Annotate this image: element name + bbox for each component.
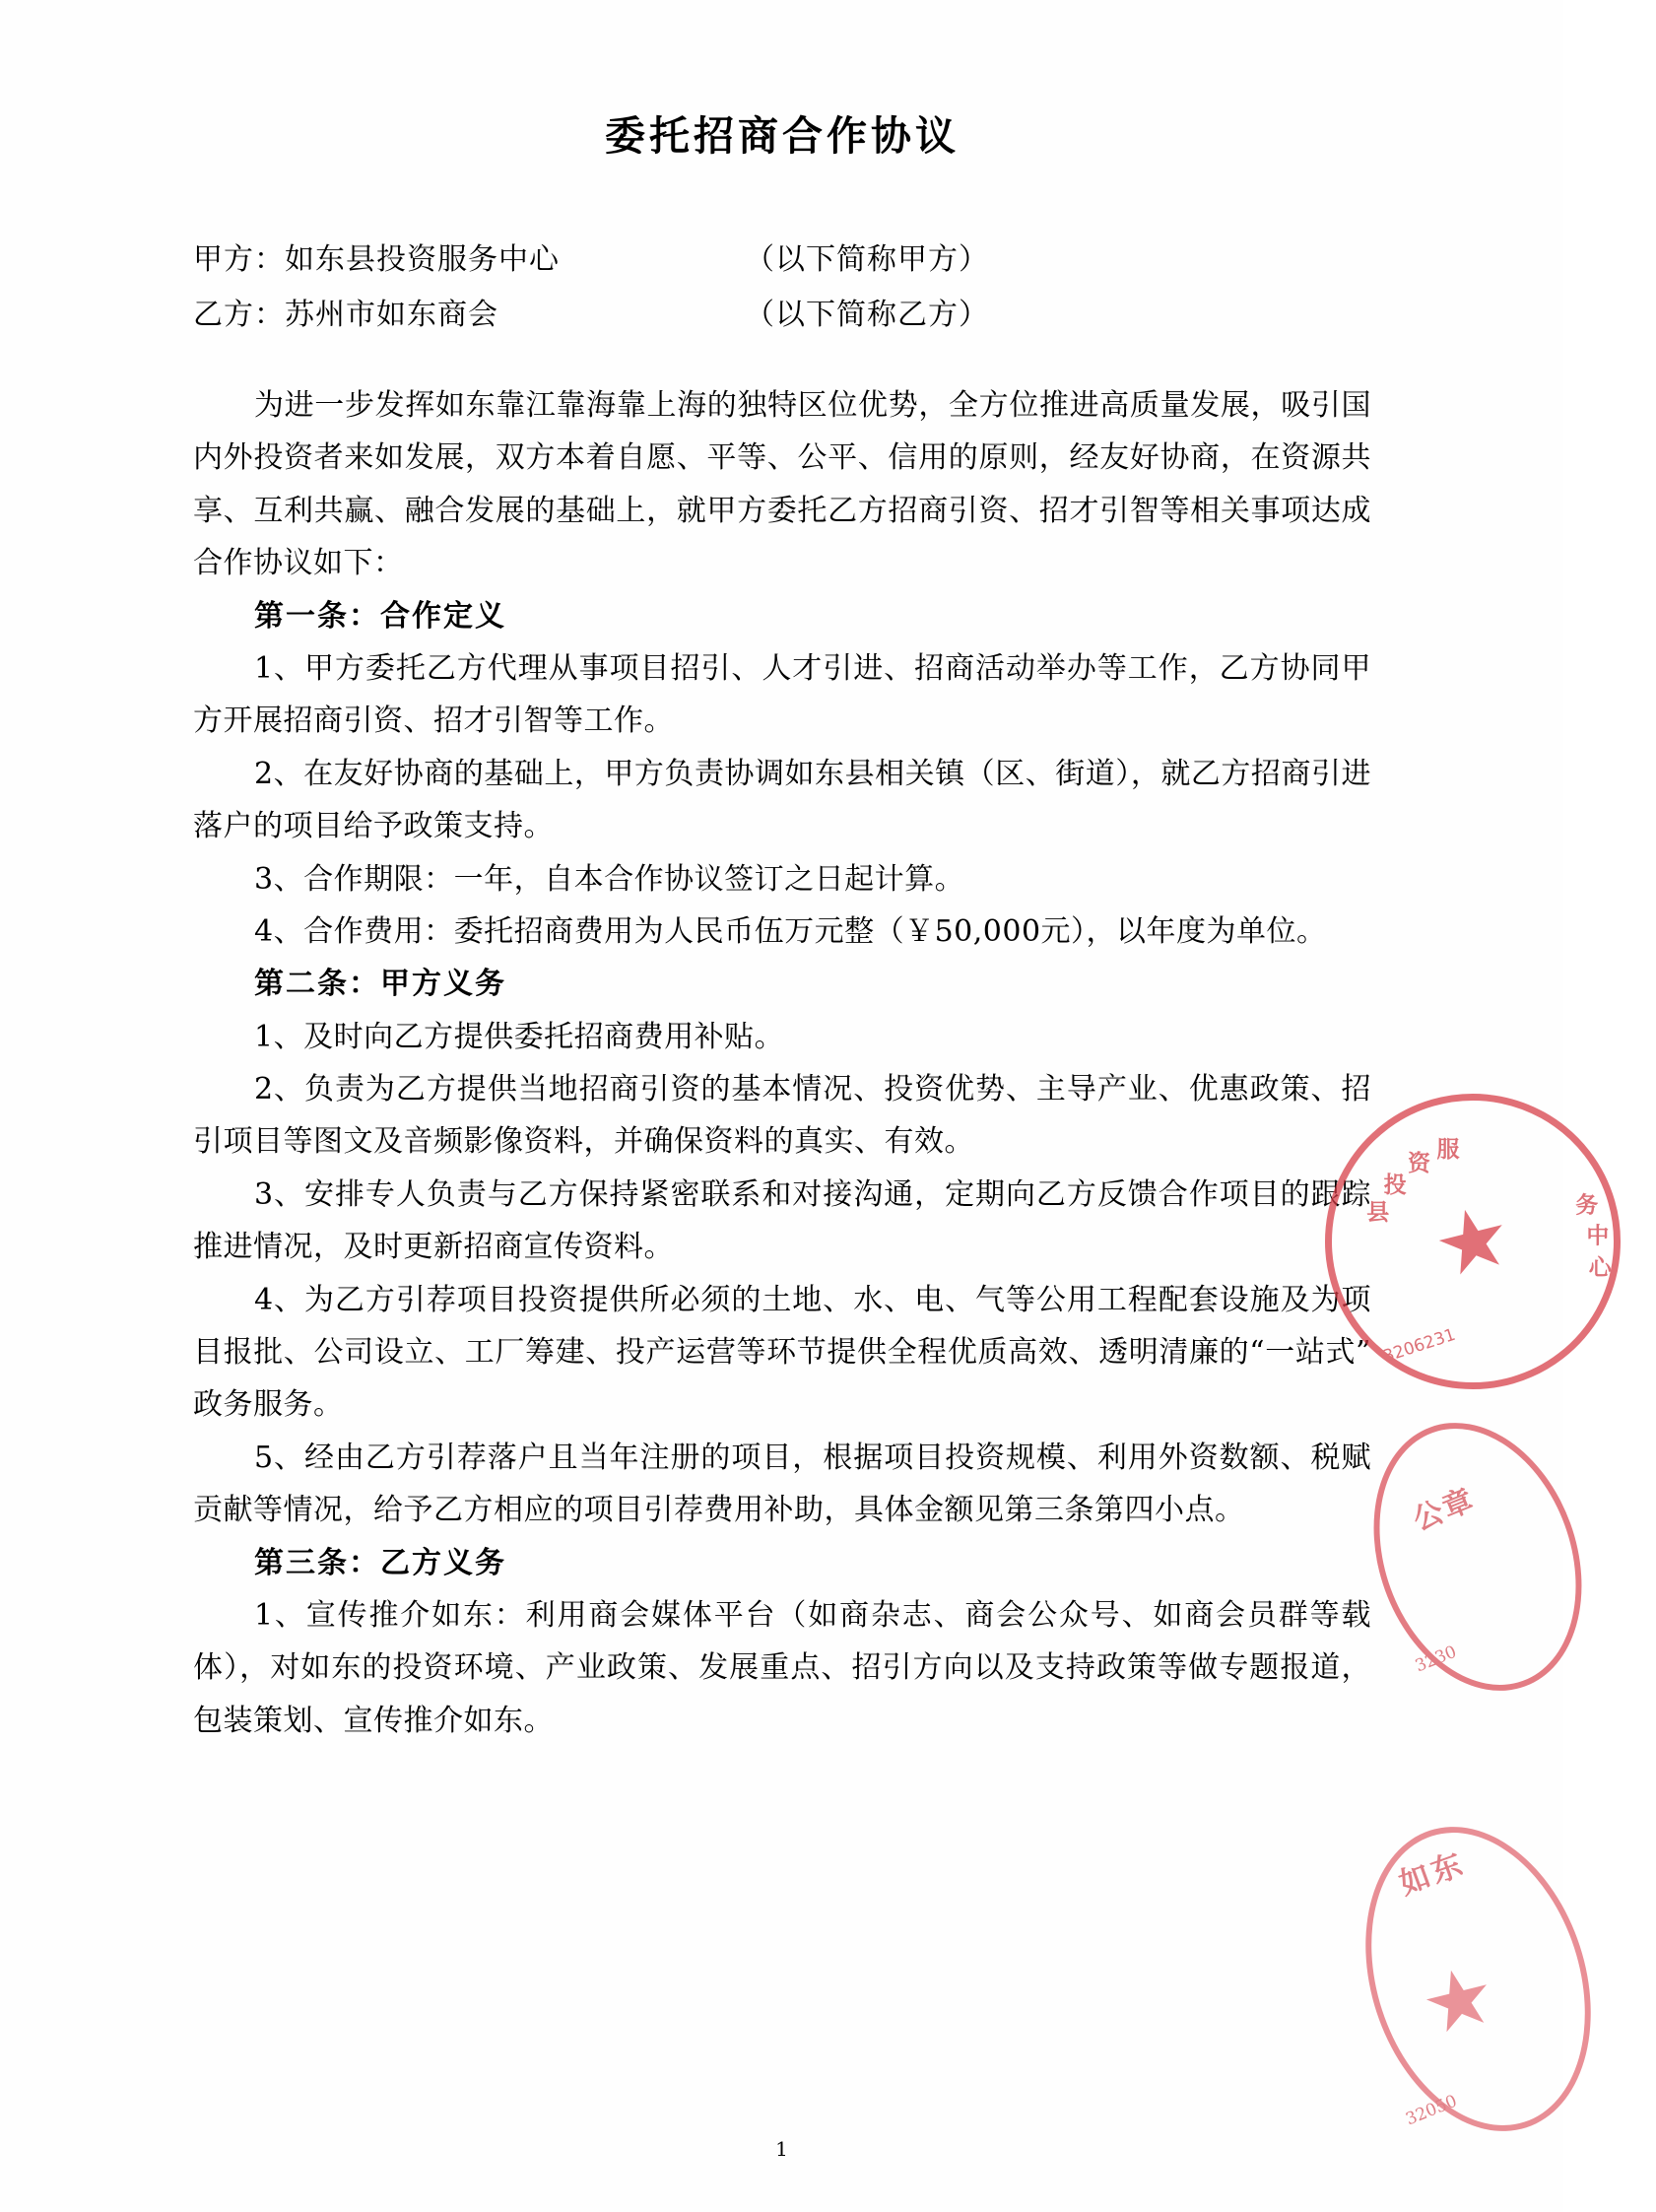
clause-2-2: 2、负责为乙方提供当地招商引资的基本情况、投资优势、主导产业、优惠政策、招引项目等图文及音频影像资料，并确保资料的真实、有效。 xyxy=(193,1072,1371,1160)
clause-1-4: 4、合作费用：委托招商费用为人民币伍万元整（￥50,000元），以年度为单位。 xyxy=(254,913,1327,949)
official-seal-bottom xyxy=(1371,1813,1578,2138)
preamble-paragraph: 为进一步发挥如东靠江靠海靠上海的独特区位优势，全方位推进高质量发展，吸引国内外投资者来如发展，双方本着自愿、平等、公平、信用的原则，经友好协商，在资源共享、互利共赢、融合发展的基础上，就甲方委托乙方招商引资、招才引智等相关事项达成合作协议如下： xyxy=(193,388,1371,581)
section-heading-3: 第三条：乙方义务 xyxy=(254,1545,506,1580)
agreement-text xyxy=(193,379,1371,1747)
party-row xyxy=(193,288,1371,343)
party-a-alias: （以下简称甲方） xyxy=(745,242,989,277)
clause-3-1: 1、宣传推介如东：利用商会媒体平台（如商杂志、商会公众号、如商会员群等载体），对如东的投资环境、产业政策、发展重点、招引方向以及支持政策等做专题报道，包装策划、宣传推介如东。 xyxy=(193,1597,1371,1738)
seal-code: 3230 xyxy=(1412,1642,1460,1677)
clause-1-1: 1、甲方委托乙方代理从事项目招引、人才引进、招商活动举办等工作，乙方协同甲方开展招商引资、招才引智等工作。 xyxy=(193,650,1371,739)
clause-2-4: 4、为乙方引荐项目投资提供所必须的土地、水、电、气等公用工程配套设施及为项目报批、公司设立、工厂筹建、投产运营等环节提供全程优质高效、透明清廉的“一站式”政务服务。 xyxy=(193,1282,1371,1423)
clause-1-2: 2、在友好协商的基础上，甲方负责协调如东县相关镇（区、街道），就乙方招商引进落户的项目给予政策支持。 xyxy=(193,756,1371,844)
seal-text: 公章 xyxy=(1408,1482,1481,1538)
party-b-name: 乙方：苏州市如东商会 xyxy=(193,297,498,332)
seal-ring xyxy=(1338,1393,1618,1720)
seal-star-icon: ★ xyxy=(1424,1184,1522,1299)
clause-1-3: 3、合作期限：一年，自本合作协议签订之日起计算。 xyxy=(254,861,965,897)
party-b-alias: （以下简称乙方） xyxy=(745,297,989,332)
seal-star-icon: ★ xyxy=(1412,1946,1505,2055)
seal-arc-text: 县 投 资 服 务 中 心 xyxy=(1366,1135,1614,1282)
page-number: 1 xyxy=(775,2137,788,2161)
seal-code: 3206231 xyxy=(1380,1324,1458,1368)
document-body xyxy=(193,0,1371,2212)
clause-2-3: 3、安排专人负责与乙方保持紧密联系和对接沟通，定期向乙方反馈合作项目的跟踪推进情况，及时更新招商宣传资料。 xyxy=(193,1176,1371,1265)
page-title: 委托招商合作协议 xyxy=(605,112,960,160)
section-heading-1: 第一条：合作定义 xyxy=(254,598,506,634)
seal-code: 32050 xyxy=(1403,2091,1460,2130)
official-seal-oval xyxy=(1379,1419,1576,1695)
seal-ring xyxy=(1328,1797,1627,2161)
clause-2-5: 5、经由乙方引荐落户且当年注册的项目，根据项目投资规模、利用外资数额、税赋贡献等情况，给予乙方相应的项目引荐费用补助，具体金额见第三条第四小点。 xyxy=(193,1440,1371,1528)
party-row xyxy=(193,233,1371,288)
section-heading-2: 第二条：甲方义务 xyxy=(254,967,506,1002)
parties-block xyxy=(193,233,1371,342)
seal-text: 如东 xyxy=(1394,1845,1471,1903)
clause-2-1: 1、及时向乙方提供委托招商费用补贴。 xyxy=(254,1019,785,1054)
party-a-name: 甲方：如东县投资服务中心 xyxy=(193,242,560,277)
